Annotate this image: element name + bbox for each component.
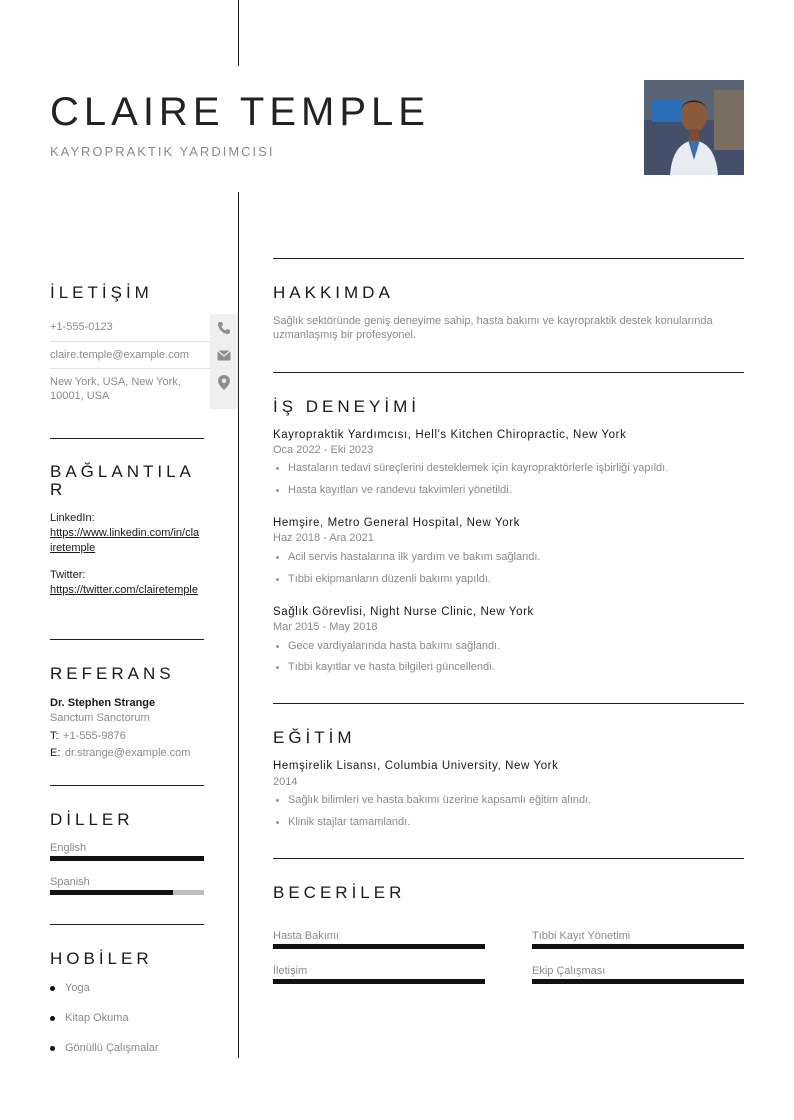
language-level-bar <box>50 856 204 861</box>
phone-icon <box>210 314 238 342</box>
links-section-title: BAĞLANTILAR <box>50 462 195 499</box>
contact-address: New York, USA, New York, 10001, USA <box>50 376 181 402</box>
linkedin-link[interactable]: https://www.linkedin.com/in/clairetemple <box>50 527 200 554</box>
skill-name: Ekip Çalışması <box>532 965 606 977</box>
hobby-item <box>50 1042 159 1054</box>
skill-level-bar <box>532 979 744 984</box>
reference-name: Dr. Stephen Strange <box>50 697 156 709</box>
hobby-item <box>50 1012 129 1024</box>
reference-email-line <box>50 744 210 761</box>
resume-role: KAYROPRAKTIK YARDIMCISI <box>50 144 275 159</box>
skill-level-bar <box>532 944 744 949</box>
education-bullet-text: Sağlık bilimleri ve hasta bakımı üzerine kapsamlı eğitim alındı. <box>288 794 592 806</box>
linkedin-block <box>50 511 200 556</box>
linkedin-label: LinkedIn: <box>50 512 95 524</box>
divider <box>273 858 744 859</box>
job-title: Hemşire, Metro General Hospital, New York <box>273 517 521 529</box>
hobbies-section-title: HOBİLER <box>50 949 153 968</box>
column-divider <box>238 192 239 1058</box>
education-bullet <box>276 794 591 806</box>
job-bullet-text: Tıbbi kayıtlar ve hasta bilgileri güncellendi. <box>288 661 495 673</box>
bullet-dot <box>276 666 279 669</box>
job-bullet <box>276 462 668 474</box>
divider <box>50 785 204 786</box>
reference-email: dr.strange@example.com <box>64 747 191 759</box>
reference-block <box>50 696 210 761</box>
contact-email: claire.temple@example.com <box>50 349 189 361</box>
contact-section-title: İLETİŞİM <box>50 283 153 302</box>
hobby-label: Gönüllü Çalışmalar <box>65 1042 159 1054</box>
language-level-bar <box>50 890 204 895</box>
reference-phone-line <box>50 727 210 744</box>
bullet-dot <box>50 986 55 991</box>
resume-name: CLAIRE TEMPLE <box>50 90 430 134</box>
divider <box>50 924 204 925</box>
education-year: 2014 <box>273 776 298 788</box>
bullet-dot <box>276 799 279 802</box>
skill-level-bar <box>273 979 485 984</box>
map-pin-icon <box>210 369 238 409</box>
profile-photo <box>644 80 744 175</box>
divider <box>50 438 204 439</box>
bullet-dot <box>276 645 279 648</box>
job-title: Sağlık Görevlisi, Night Nurse Clinic, New York <box>273 606 534 618</box>
contact-phone-row <box>50 314 238 342</box>
about-section-title: HAKKIMDA <box>273 283 394 302</box>
bullet-dot <box>276 489 279 492</box>
language-level-fill <box>50 856 204 861</box>
hobby-item <box>50 982 90 994</box>
job-bullet <box>276 484 512 496</box>
decorative-top-line <box>238 0 239 66</box>
divider <box>273 258 744 259</box>
experience-section-title: İŞ DENEYİMİ <box>273 397 420 416</box>
bullet-dot <box>276 578 279 581</box>
skill-level-bar <box>273 944 485 949</box>
language-name: Spanish <box>50 876 90 888</box>
job-bullet-text: Acil servis hastalarına ilk yardım ve bakım sağlandı. <box>288 551 541 563</box>
job-bullet-text: Gece vardiyalarında hasta bakımı sağlandı. <box>288 640 501 652</box>
reference-phone: +1-555-9876 <box>63 730 126 742</box>
bullet-dot <box>276 556 279 559</box>
twitter-block <box>50 568 200 598</box>
reference-section-title: REFERANS <box>50 664 175 683</box>
reference-email-label: E: <box>50 747 61 759</box>
hobby-label: Yoga <box>65 982 90 994</box>
divider <box>273 372 744 373</box>
education-degree: Hemşirelik Lisansı, Columbia University, New York <box>273 760 559 772</box>
job-date: Mar 2015 - May 2018 <box>273 621 378 633</box>
job-date: Haz 2018 - Ara 2021 <box>273 532 374 544</box>
about-text: Sağlık sektöründe geniş deneyime sahip, hasta bakımı ve kayropraktik destek konularında uzmanlaşmış bir profesyonel. <box>273 315 713 341</box>
job-bullet <box>276 551 541 563</box>
skill-name: Tıbbi Kayıt Yönetimi <box>532 930 631 942</box>
job-bullet-text: Hastaların tedavi süreçlerini desteklemek için kayropraktörlerle işbirliği yapıldı. <box>288 462 669 474</box>
contact-address-row <box>50 369 238 409</box>
reference-phone-label: T: <box>50 730 59 742</box>
divider <box>50 639 204 640</box>
education-bullet <box>276 816 410 828</box>
twitter-label: Twitter: <box>50 569 86 581</box>
education-section-title: EĞİTİM <box>273 728 356 747</box>
bullet-dot <box>50 1046 55 1051</box>
bullet-dot <box>276 821 279 824</box>
skill-name: Hasta Bakımı <box>273 930 340 942</box>
job-bullet <box>276 661 495 673</box>
job-date: Oca 2022 - Eki 2023 <box>273 444 374 456</box>
job-bullet <box>276 640 500 652</box>
contact-email-row <box>50 342 238 369</box>
contact-phone: +1-555-0123 <box>50 321 113 333</box>
envelope-icon <box>210 342 238 369</box>
bullet-dot <box>276 467 279 470</box>
job-bullet-text: Tıbbi ekipmanların düzenli bakımı yapıldı. <box>288 573 491 585</box>
bullet-dot <box>50 1016 55 1021</box>
job-bullet-text: Hasta kayıtları ve randevu takvimleri yönetildi. <box>288 484 512 496</box>
reference-org: Sanctum Sanctorum <box>50 712 150 724</box>
languages-section-title: DİLLER <box>50 810 134 829</box>
job-bullet <box>276 573 491 585</box>
education-bullet-text: Klinik stajlar tamamlandı. <box>288 816 411 828</box>
twitter-link[interactable]: https://twitter.com/clairetemple <box>50 584 198 596</box>
job-title: Kayropraktik Yardımcısı, Hell's Kitchen Chiropractic, New York <box>273 429 627 441</box>
divider <box>273 703 744 704</box>
hobby-label: Kitap Okuma <box>65 1012 129 1024</box>
skill-name: İletişim <box>273 965 308 977</box>
language-level-fill <box>50 890 173 895</box>
skills-section-title: BECERİLER <box>273 883 406 902</box>
language-name: English <box>50 842 87 854</box>
